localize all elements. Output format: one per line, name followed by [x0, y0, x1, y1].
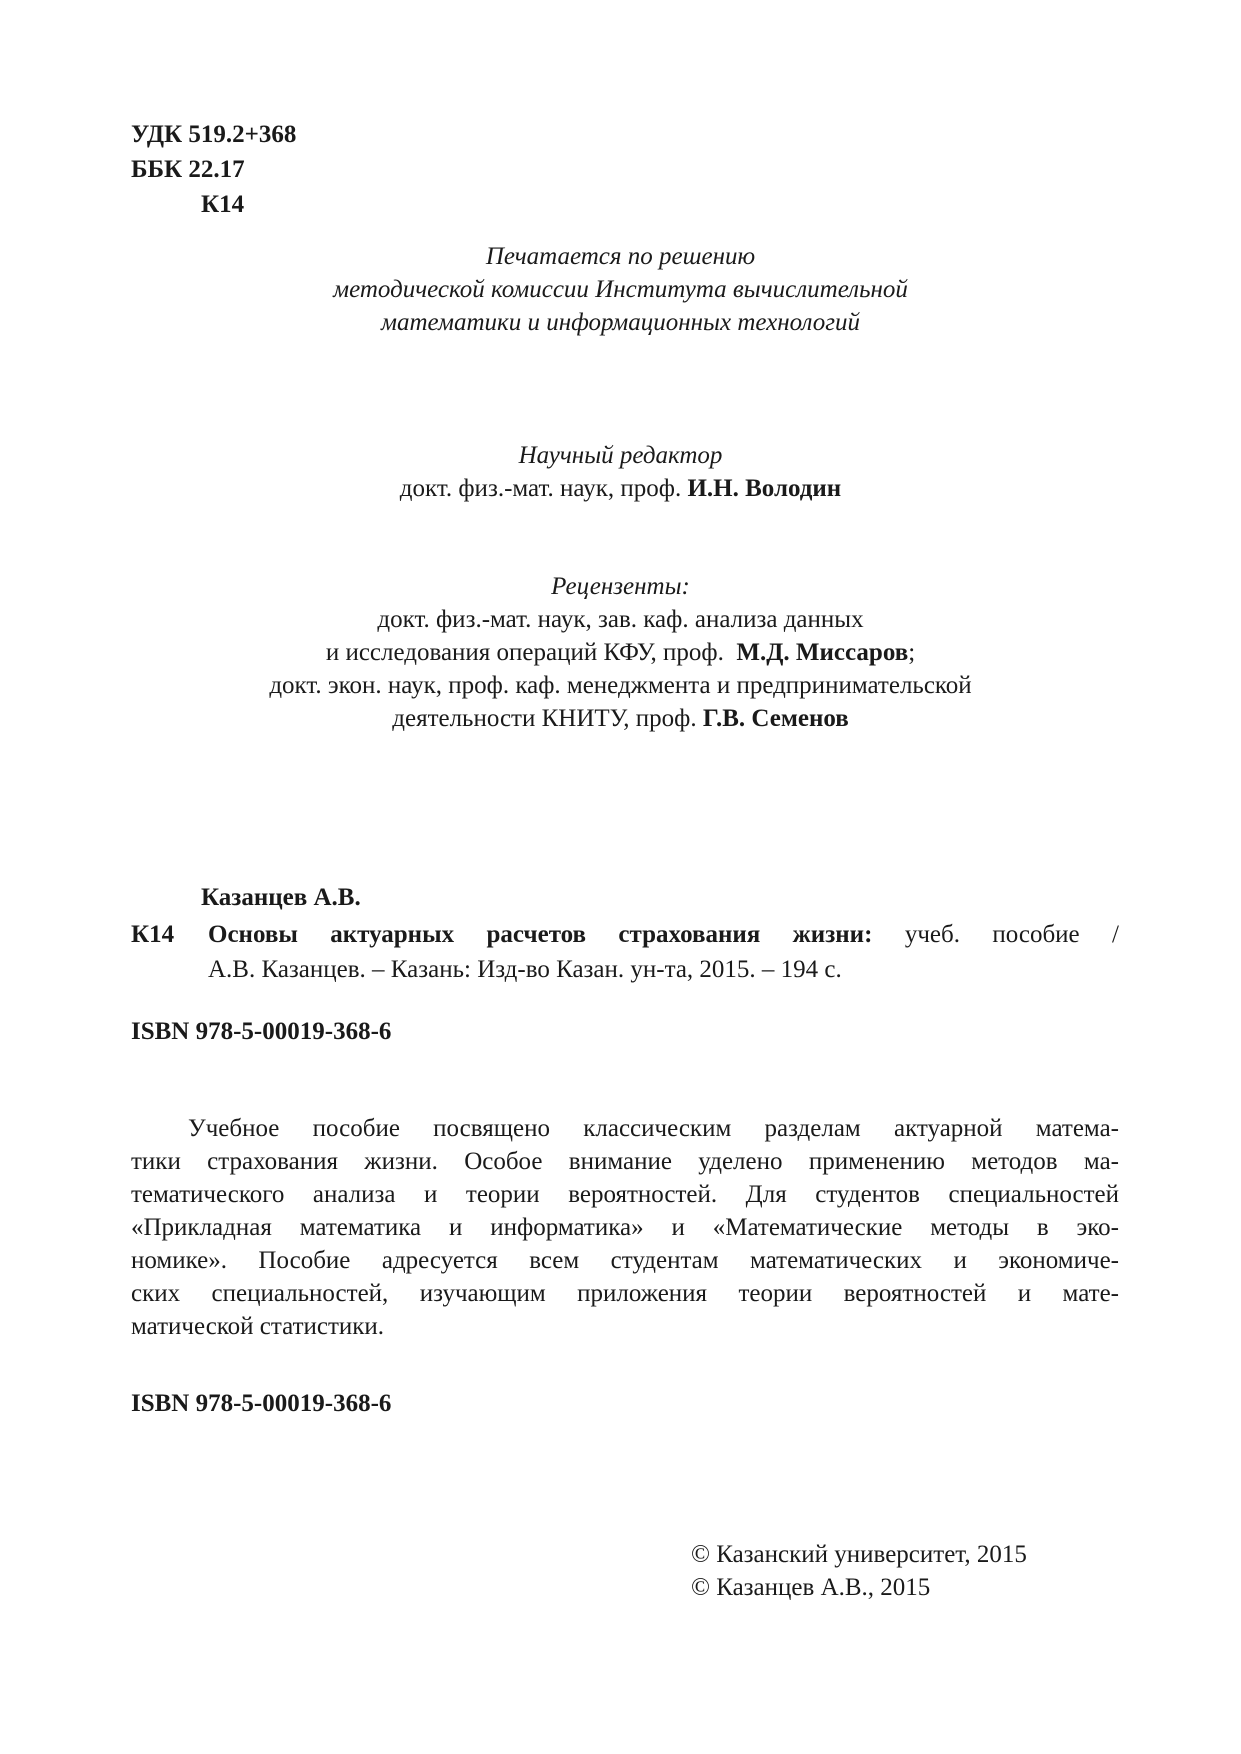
reviewers-block — [0, 570, 1241, 735]
abstract-isbn: ISBN 978-5-00019-368-6 — [131, 1390, 392, 1417]
abstract-line-2: тики страхования жизни. Особое внимание уделено применению методов ма- — [131, 1148, 1119, 1175]
catalog-title-line — [208, 918, 1119, 951]
copyright-author: © Казанцев А.В., 2015 — [691, 1574, 931, 1601]
reviewer-2-name: Г.В. Семенов — [702, 705, 849, 732]
reviewer-2-line-1: докт. экон. наук, проф. каф. менеджмента и предпринимательской — [269, 672, 972, 699]
reviewer-1-position: и исследования операций КФУ, проф. — [325, 639, 724, 666]
copyright-block — [691, 1538, 1027, 1604]
catalog-isbn: ISBN 978-5-00019-368-6 — [131, 1018, 392, 1045]
editor-heading: Научный редактор — [518, 442, 723, 469]
approval-note — [0, 240, 1241, 339]
bbk-code: ББК 22.17 — [131, 156, 245, 183]
approval-line-3: математики и информационных технологий — [381, 309, 860, 336]
reviewer-1-line-1: докт. физ.-мат. наук, зав. каф. анализа данных — [377, 606, 864, 633]
editor-credentials: докт. физ.-мат. наук, проф. — [399, 475, 682, 502]
catalog-imprint: А.В. Казанцев. – Казань: Изд-во Казан. ун-та, 2015. – 194 с. — [208, 956, 842, 983]
udk-code: УДК 519.2+368 — [131, 121, 297, 148]
reviewer-1-punct: ; — [908, 639, 916, 666]
reviewer-2-position: деятельности КНИТУ, проф. — [392, 705, 697, 732]
abstract — [131, 1112, 1119, 1343]
catalog-title: Основы актуарных расчетов страхования жизни: — [208, 921, 873, 948]
approval-line-1: Печатается по решению — [485, 243, 756, 270]
editor-name: И.Н. Володин — [687, 475, 842, 502]
catalog-code: К14 — [131, 921, 175, 948]
catalog-author: Казанцев А.В. — [201, 884, 361, 911]
abstract-line-5: номике». Пособие адресуется всем студентам математических и экономиче- — [131, 1247, 1119, 1274]
reviewer-2-line-2 — [0, 702, 1241, 735]
editor-block — [0, 439, 1241, 505]
catalog-title-rest: учеб. пособие / — [904, 921, 1119, 948]
abstract-line-6: ских специальностей, изучающим приложения теории вероятностей и мате- — [131, 1280, 1119, 1307]
author-code: К14 — [201, 191, 245, 218]
copyright-university: © Казанский университет, 2015 — [691, 1541, 1027, 1568]
abstract-line-3: тематического анализа и теории вероятностей. Для студентов специальностей — [131, 1181, 1119, 1208]
reviewer-1-name: М.Д. Миссаров — [736, 639, 909, 666]
reviewers-heading: Рецензенты: — [551, 573, 690, 600]
abstract-line-7: матической статистики. — [131, 1313, 385, 1340]
editor-line — [0, 472, 1241, 505]
approval-line-2: методической комиссии Института вычислительной — [333, 276, 908, 303]
abstract-line-1: Учебное пособие посвящено классическим разделам актуарной матема- — [188, 1115, 1119, 1142]
reviewer-1-line-2 — [0, 636, 1241, 669]
abstract-line-4: «Прикладная математика и информатика» и «Математические методы в эко- — [131, 1214, 1119, 1241]
